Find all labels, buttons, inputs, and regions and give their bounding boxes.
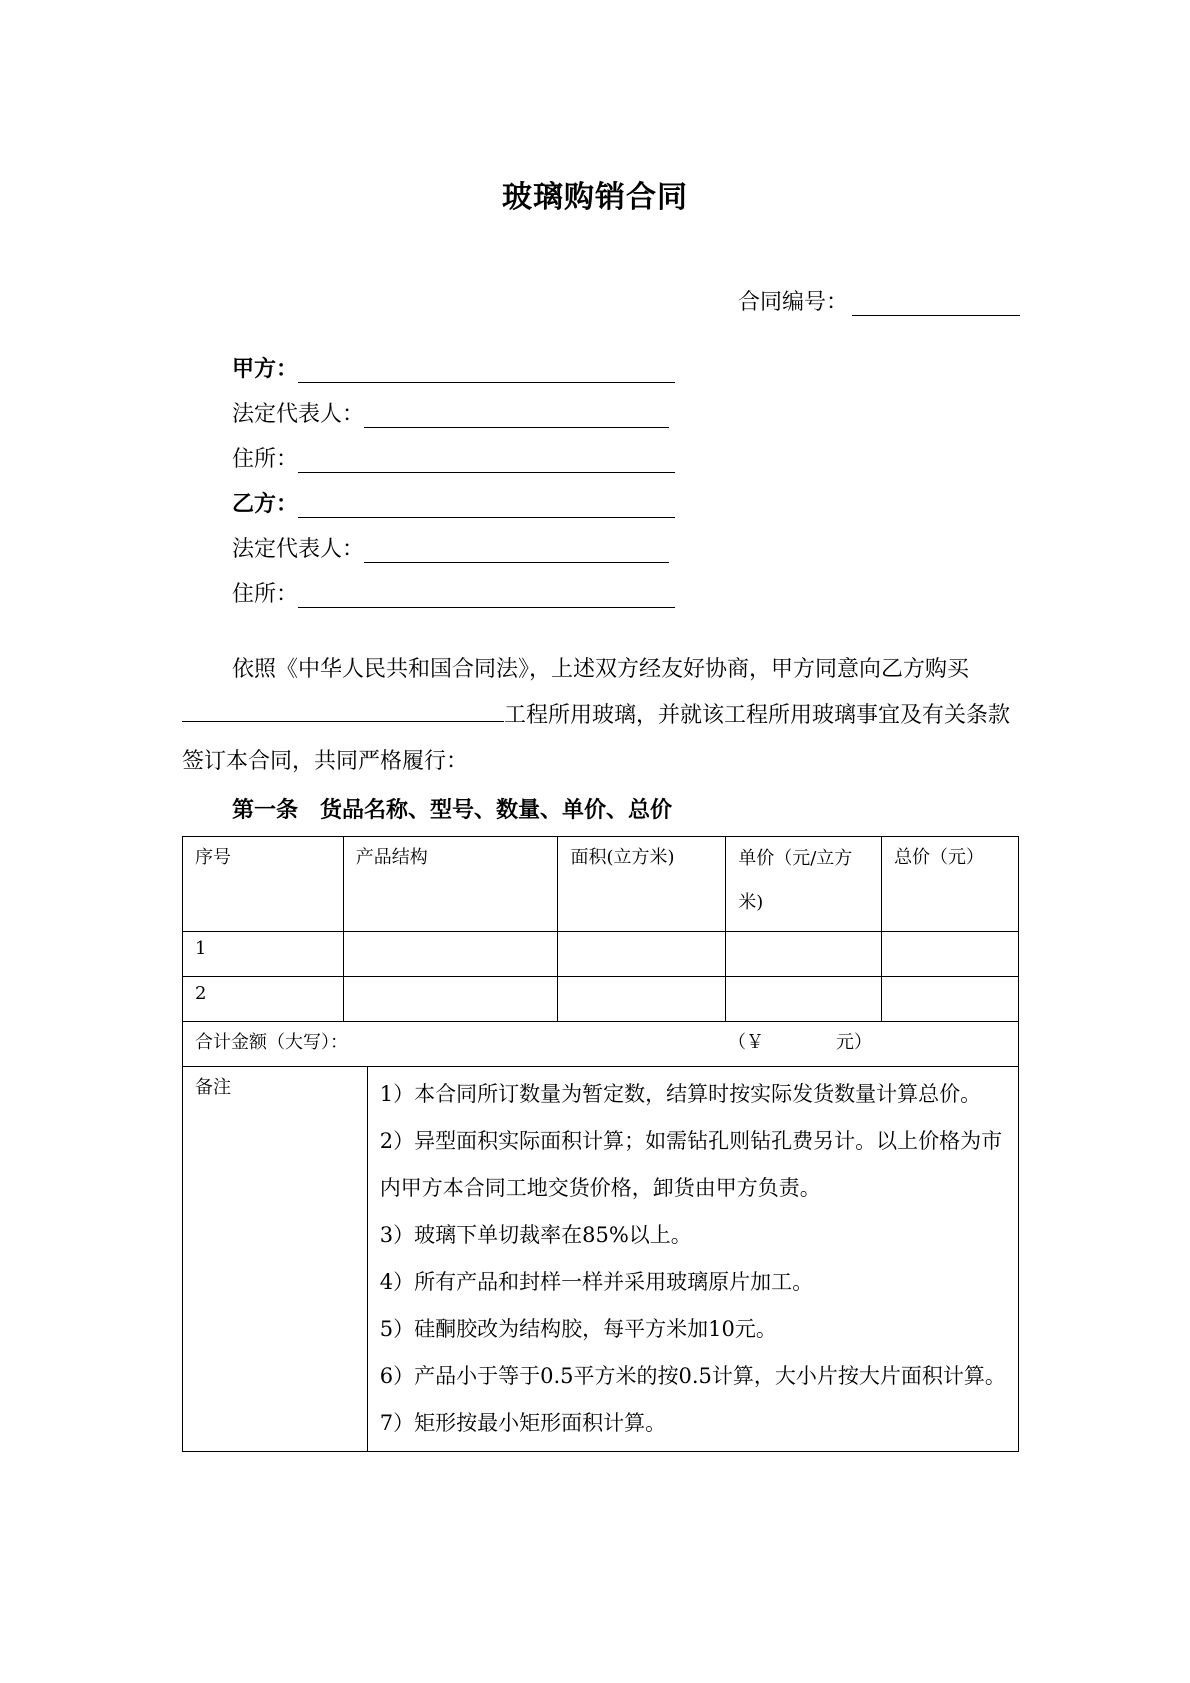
party-a-address-blank[interactable]	[298, 448, 675, 473]
goods-table	[182, 836, 1019, 1452]
total-amount-row	[183, 1022, 1019, 1067]
party-b-label: 乙方：	[232, 492, 299, 517]
row-1-unit-price[interactable]	[726, 932, 882, 977]
note-item-4: 4）所有产品和封样一样并采用玻璃原片加工。	[379, 1270, 814, 1294]
row-2-index: 2	[183, 977, 344, 1022]
notes-label: 备注	[183, 1067, 368, 1452]
header-total-price: 总价（元）	[882, 837, 1019, 932]
row-1-product[interactable]	[343, 932, 558, 977]
total-amount-cell	[183, 1022, 1019, 1067]
article-1-heading: 第一条 货品名称、型号、数量、单价、总价	[232, 798, 673, 823]
note-item-6: 6）产品小于等于0.5平方米的按0.5计算，大小片按大片面积计算。	[379, 1364, 1006, 1388]
note-item-3: 3）玻璃下单切裁率在85%以上。	[379, 1223, 692, 1247]
contract-number-blank[interactable]	[852, 289, 1020, 316]
total-amount-label: 合计金额（大写）：	[195, 1032, 348, 1053]
party-b-address-field	[232, 577, 675, 608]
table-row	[183, 977, 1019, 1022]
row-2-unit-price[interactable]	[726, 977, 882, 1022]
document-title: 玻璃购销合同	[502, 180, 688, 215]
table-row	[183, 932, 1019, 977]
contract-number-label: 合同编号：	[737, 290, 848, 315]
table-header-row	[183, 837, 1019, 932]
row-1-index: 1	[183, 932, 344, 977]
note-item-1: 1）本合同所订数量为暂定数，结算时按实际发货数量计算总价。	[379, 1082, 982, 1106]
note-item-2: 2）异型面积实际面积计算；如需钻孔则钻孔费另计。以上价格为市内甲方本合同工地交货价格，卸货由甲方负责。	[379, 1129, 1003, 1200]
party-a-label: 甲方：	[232, 357, 299, 382]
party-a-name-field	[232, 352, 675, 383]
party-a-rep-label: 法定代表人：	[232, 402, 365, 427]
row-2-area[interactable]	[558, 977, 726, 1022]
intro-paragraph	[182, 647, 1014, 785]
party-b-rep-label: 法定代表人：	[232, 537, 365, 562]
party-a-name-blank[interactable]	[298, 358, 675, 383]
row-2-total[interactable]	[882, 977, 1019, 1022]
project-name-blank[interactable]	[182, 697, 504, 722]
row-1-area[interactable]	[558, 932, 726, 977]
party-b-rep-field	[232, 532, 669, 563]
notes-row	[183, 1067, 1019, 1452]
intro-text-part1: 依照《中华人民共和国合同法》，上述双方经友好协商，甲方同意向乙方购买	[232, 657, 970, 682]
header-product-structure: 产品结构	[343, 837, 558, 932]
header-area: 面积(立方米)	[558, 837, 726, 932]
party-a-rep-blank[interactable]	[364, 403, 669, 428]
header-index: 序号	[183, 837, 344, 932]
party-b-address-blank[interactable]	[298, 583, 675, 608]
notes-cell	[367, 1067, 1018, 1452]
header-unit-price: 单价（元/立方米)	[726, 837, 882, 932]
party-a-address-field	[232, 442, 675, 473]
intro-text-part2: 工程所用玻璃，并就该工程所用玻璃事宜及有关条款签订本合同，共同严格履行：	[182, 703, 1011, 774]
note-item-5: 5）硅酮胶改为结构胶，每平方米加10元。	[379, 1317, 777, 1341]
contract-number-field	[738, 285, 1020, 316]
note-item-7: 7）矩形按最小矩形面积计算。	[379, 1411, 667, 1435]
party-b-name-field	[232, 487, 675, 518]
row-2-product[interactable]	[343, 977, 558, 1022]
party-a-rep-field	[232, 397, 669, 428]
party-a-address-label: 住所：	[232, 447, 299, 472]
party-b-address-label: 住所：	[232, 582, 299, 607]
total-amount-figure: （￥ 元）	[728, 1032, 872, 1053]
party-b-name-blank[interactable]	[298, 493, 675, 518]
party-b-rep-blank[interactable]	[364, 538, 669, 563]
row-1-total[interactable]	[882, 932, 1019, 977]
